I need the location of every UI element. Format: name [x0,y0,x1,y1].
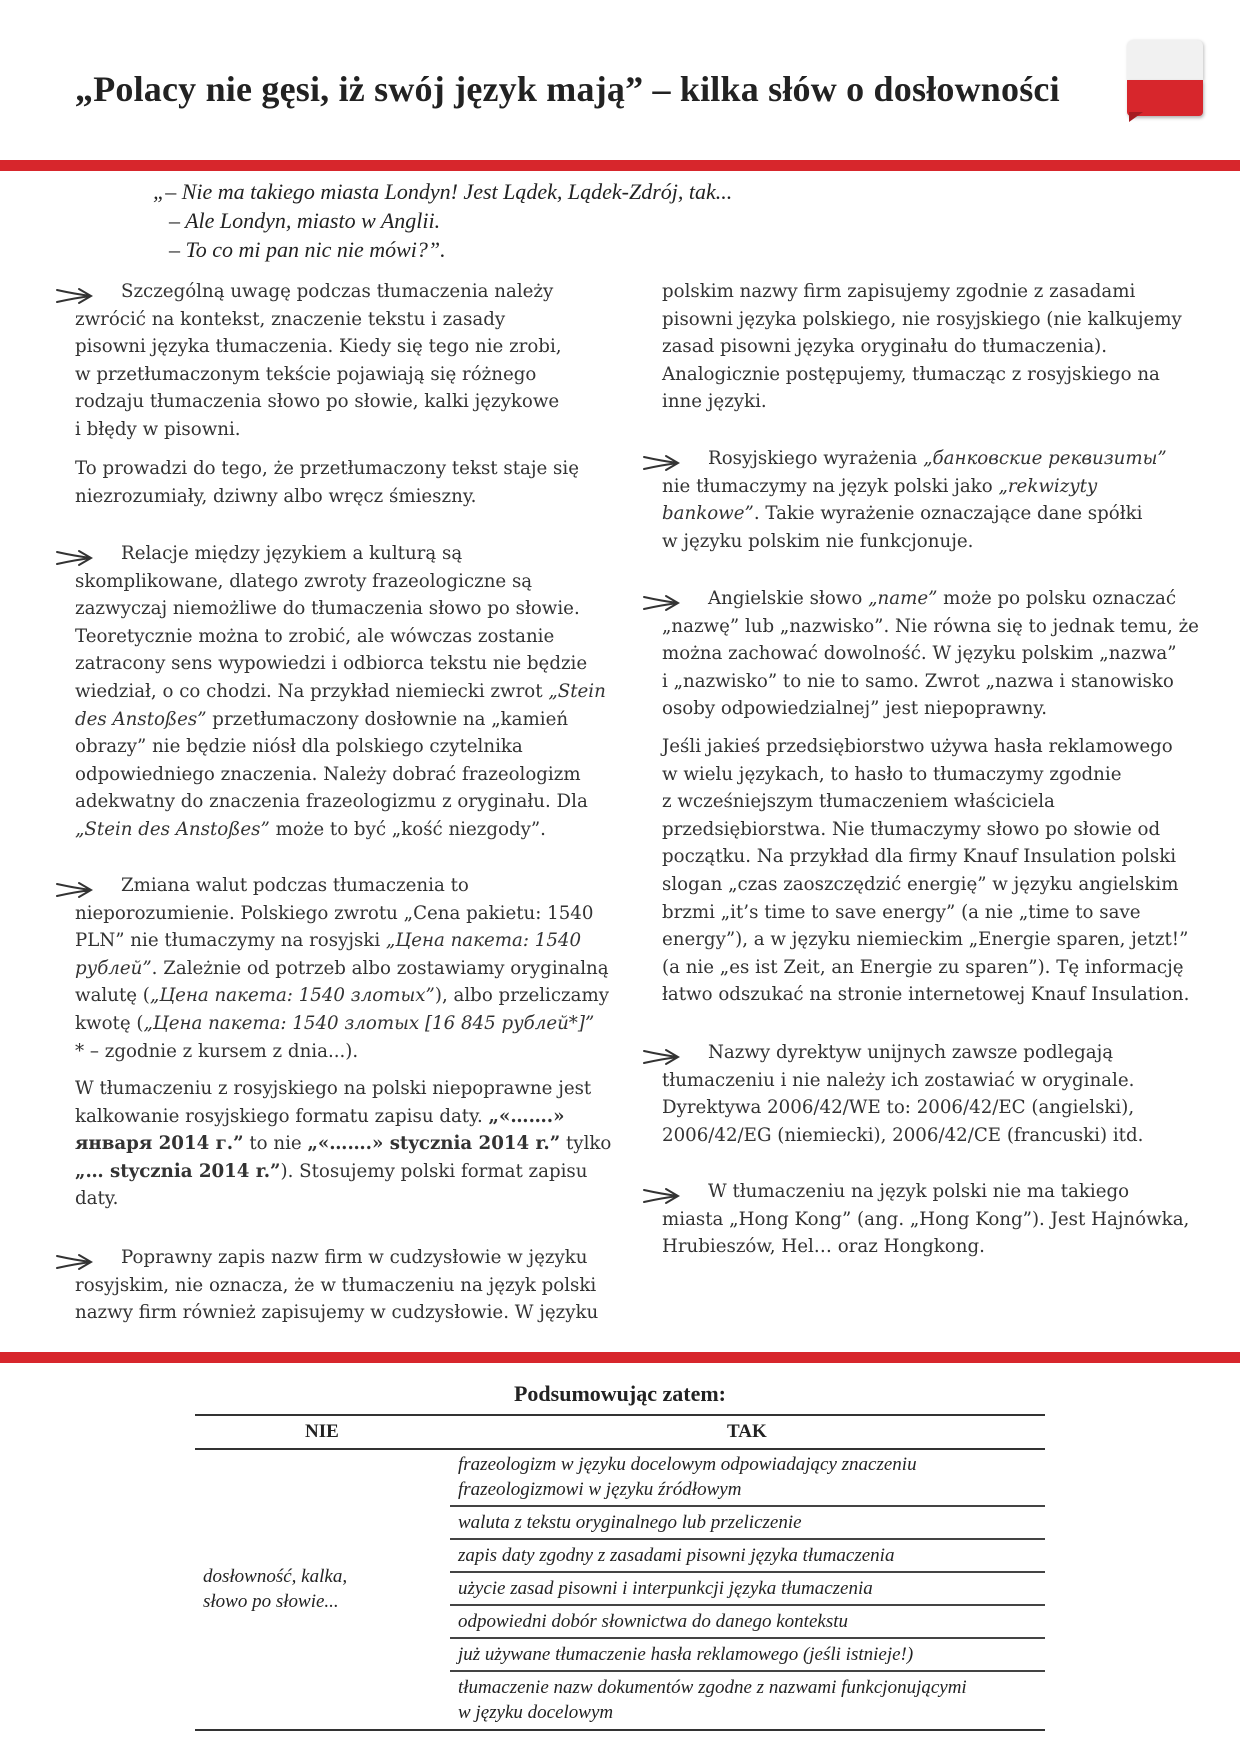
text-run-italic: „Цена пакета: 1540 злотых” [149,985,435,1007]
text-line: Hrubieszów, Hel… oraz Hongkong. [662,1236,985,1258]
tak-line: waluta z tekstu oryginalnego lub przeliczenie [458,1512,802,1533]
text-line: z wcześniejszym tłumaczeniem właściciela [662,791,1055,813]
text-line: niezrozumiały, dziwny albo wręcz śmieszny. [75,485,477,507]
text-run: to nie [243,1133,308,1155]
text-run-bold: „… stycznia 2014 r.” [75,1160,281,1182]
text-line [75,982,620,1010]
column-header-nie: NIE [305,1421,339,1442]
text-run-italic: „Цена пакета: 1540 [385,930,582,952]
text-run: może po polsku oznaczać [937,588,1177,609]
text-line: w języku polskim nie funkcjonuje. [662,530,974,552]
text-line: daty. [75,1188,119,1210]
text-line: odpowiedniego znaczenia. Należy dobrać frazeologizm [75,763,581,785]
text-line [75,816,620,844]
table-top-rule [195,1414,1045,1416]
column-header-tak: TAK [727,1421,767,1442]
polish-flag-icon [1127,40,1205,122]
text-line: inne języki. [662,391,767,413]
tak-row [458,1676,967,1725]
text-run: Rosyjskiego wyrażenia [708,448,924,469]
text-line: obrazy” nie będzie niósł dla polskiego czytelnika [75,736,523,758]
tak-row [458,1453,917,1502]
text-line: 2006/42/EG (niemiecki), 2006/42/CE (francuski) itd. [662,1124,1144,1146]
text-line: skomplikowane, dlatego zwroty frazeologiczne są [75,570,533,592]
text-line: rosyjskim, nie oznacza, że w tłumaczeniu na język polski [75,1274,597,1296]
text-line: energy”), a w języku niemieckim „Energie sparen, jetzt!” [662,929,1189,951]
text-line: rodzaju tłumaczenia słowo po słowie, kalki językowe [75,391,560,413]
text-line: w przetłumaczonym tekście pojawiają się różnego [75,363,537,385]
table-header-rule [195,1448,1045,1450]
text-run: może to być „kość niezgody”. [269,818,546,840]
tak-line: w języku docelowym [458,1701,614,1723]
bottom-red-divider [0,1352,1240,1363]
text-line: brzmi „it’s time to save energy” (a nie „time to save [662,901,1141,923]
text-line: Relacje między językiem a kulturą są [121,543,463,564]
text-run: Angielskie słowo [708,588,869,609]
text-run-italic: „банковские реквизиты” [923,448,1167,469]
opening-quote [153,177,732,264]
paragraph-slogan [662,733,1207,1009]
text-line [75,678,620,706]
paragraph-company-names [75,1244,620,1327]
tak-line: tłumaczenie nazw dokumentów zgodne z nazwami funkcjonującymi [458,1677,967,1698]
text-line: i błędy w pisowni. [75,418,241,440]
text-run: walutę ( [75,985,150,1007]
row-rule [450,1505,1045,1507]
paragraph-hong-kong [662,1178,1207,1261]
paragraph-consequence [75,455,620,510]
text-line [75,927,620,955]
text-line: zazwyczaj niemożliwe do tłumaczenia słowo po słowie. [75,598,580,620]
text-run: wiedział, o co chodzi. Na przykład niemiecki zwrot [75,680,549,702]
text-line: * – zgodnie z kursem z dnia...). [75,1040,359,1062]
text-run: ). Stosujemy polski format zapisu [280,1160,588,1182]
text-line [75,1010,620,1038]
paragraph-bank-details [662,445,1207,555]
quote-line: – Ale Londyn, miasto w Anglii. [169,208,441,233]
row-rule [450,1637,1045,1639]
text-line: Szczególną uwagę podczas tłumaczenia należy [121,281,554,302]
text-line: (a nie „es ist Zeit, an Energie zu sparen”). Tę informację [662,956,1184,978]
row-rule [450,1538,1045,1540]
paragraph-phraseology [75,540,620,844]
text-line [662,585,1207,613]
row-rule [450,1670,1045,1672]
nie-cell [203,1564,347,1614]
table-bottom-rule [195,1729,1045,1731]
text-line [662,500,1207,528]
text-line: slogan „czas zaoszczędzić energię” w języku angielskim [662,873,1179,895]
text-run-italic: „rekwizyty [998,475,1098,497]
text-line: łatwo odszukać na stronie internetowej Knauf Insulation. [662,984,1190,1006]
text-line: Teoretycznie można to zrobić, ale wówczas zostanie [75,625,555,647]
text-line: Analogicznie postępujemy, tłumacząc z rosyjskiego na [662,363,1160,385]
text-run: nie tłumaczymy na język polski jako [662,475,999,497]
text-line: w wielu językach, to hasło to tłumaczymy zgodnie [662,763,1122,785]
text-line: Nazwy dyrektyw unijnych zawsze podlegają [708,1042,1114,1063]
row-rule [450,1604,1045,1606]
text-run: ), albo przeliczamy [434,985,609,1007]
tak-line: zapis daty zgodny z zasadami pisowni języka tłumaczenia [458,1545,895,1566]
text-line: Dyrektywa 2006/42/WE to: 2006/42/EC (angielski), [662,1097,1135,1119]
text-line: osoby odpowiedzialnej” jest niepoprawny. [662,698,1047,720]
tak-row [458,1511,802,1536]
paragraph-context [75,278,620,444]
text-run: . Takie wyrażenie oznaczające dane spółki [753,503,1143,525]
text-run-bold: января 2014 г.” [75,1133,244,1155]
tak-line: frazeologizmowi w języku źródłowym [458,1478,742,1500]
text-line: W tłumaczeniu z rosyjskiego na polski niepoprawne jest [75,1078,592,1099]
text-line: To prowadzi do tego, że przetłumaczony tekst staje się [75,458,579,479]
text-run-italic: bankowe” [662,503,754,525]
paragraph-date-format [75,1075,620,1213]
quote-line: „– Nie ma takiego miasta Londyn! Jest Lądek, Lądek-Zdrój, tak... [153,179,733,204]
text-line: polskim nazwy firm zapisujemy zgodnie z zasadami [662,281,1136,302]
text-line: nieporozumienie. Polskiego zwrotu „Cena pakietu: 1540 [75,902,594,924]
text-line: przedsiębiorstwa. Nie tłumaczymy słowo po słowie od [662,818,1161,840]
text-line: „nazwę” lub „nazwisko”. Nie równa się to jednak temu, że [662,615,1199,637]
text-line: miasta „Hong Kong” (ang. „Hong Kong”). Jest Hajnówka, [662,1208,1190,1230]
tak-row [458,1643,913,1668]
text-line [75,955,620,983]
summary-title: Podsumowując zatem: [513,1381,727,1406]
text-line [75,1158,620,1186]
text-line: zatracony sens wypowiedzi i odbiorca tekstu nie będzie [75,653,588,675]
text-run: PLN” nie tłumaczymy na rosyjski [75,930,386,952]
text-line [75,706,620,734]
text-run-italic: рублей” [75,957,152,979]
text-line: i „nazwisko” to nie to samo. Zwrot „nazwa i stanowisko [662,670,1174,692]
text-line [75,1130,620,1158]
text-line: tłumaczeniu i nie należy ich zostawiać w oryginale. [662,1069,1135,1091]
top-red-divider [0,160,1240,171]
tak-line: frazeologizm w języku docelowym odpowiadający znaczeniu [458,1454,917,1475]
tak-line: odpowiedni dobór słownictwa do danego kontekstu [458,1611,849,1632]
text-line: nazwy firm również zapisujemy w cudzysłowie. W języku [75,1302,599,1324]
text-line: W tłumaczeniu na język polski nie ma takiego [708,1181,1130,1202]
text-run-bold: „«…….» [488,1105,565,1127]
text-run-bold: „«…….» stycznia 2014 r.” [307,1133,561,1155]
text-run: przetłumaczony dosłownie na „kamień [206,708,569,730]
tak-row [458,1577,873,1602]
nie-line: słowo po słowie... [203,1591,339,1612]
text-run: . Zależnie od potrzeb albo zostawiamy oryginalną [151,957,609,979]
nie-line: dosłowność, kalka, [203,1566,348,1587]
text-line: zwrócić na kontekst, znaczenie tekstu i zasady [75,308,506,330]
text-line: Zmiana walut podczas tłumaczenia to [121,875,469,896]
paragraph-name-word [662,585,1207,723]
text-line: można zachować dowolność. W języku polskim „nazwa” [662,643,1177,665]
text-run-italic: „Stein [548,680,606,702]
text-line: Poprawny zapis nazw firm w cudzysłowie w języku [121,1247,588,1268]
tak-row [458,1610,848,1635]
paragraph-directives [662,1039,1207,1149]
text-run-italic: des Anstoßes” [75,708,207,730]
quote-line: – To co mi pan nic nie mówi?”. [169,237,446,262]
text-line [75,1103,620,1131]
text-run: kwotę ( [75,1012,144,1034]
text-run: kalkowanie rosyjskiego formatu zapisu daty. [75,1105,489,1127]
tak-line: już używane tłumaczenie hasła reklamowego (jeśli istnieje!) [458,1644,914,1665]
paragraph-company-names-cont [662,278,1207,416]
text-line: początku. Na przykład dla firmy Knauf Insulation polski [662,846,1177,868]
text-line: pisowni języka polskiego, nie rosyjskiego (nie kalkujemy [662,308,1182,330]
tak-line: użycie zasad pisowni i interpunkcji języka tłumaczenia [458,1578,873,1599]
text-run-italic: „name” [868,588,938,609]
tak-row [458,1544,894,1569]
text-line: pisowni języka tłumaczenia. Kiedy się tego nie zrobi, [75,336,562,358]
text-line: zasad pisowni języka oryginału do tłumaczenia). [662,336,1108,358]
text-run: tylko [560,1133,612,1155]
text-line [662,473,1207,501]
text-line [662,445,1207,473]
text-line: adekwatny do znaczenia frazeologizmu z oryginału. Dla [75,791,588,813]
page-title: „Polacy nie gęsi, iż swój język mają” – kilka słów o dosłowności [75,69,1060,109]
row-rule [450,1571,1045,1573]
text-run-italic: „Stein des Anstoßes” [75,818,270,840]
text-line: Jeśli jakieś przedsiębiorstwo używa hasła reklamowego [662,736,1173,757]
paragraph-currency [75,872,620,1065]
text-run-italic: „Цена пакета: 1540 злотых [16 845 рублей*]” [143,1012,595,1034]
